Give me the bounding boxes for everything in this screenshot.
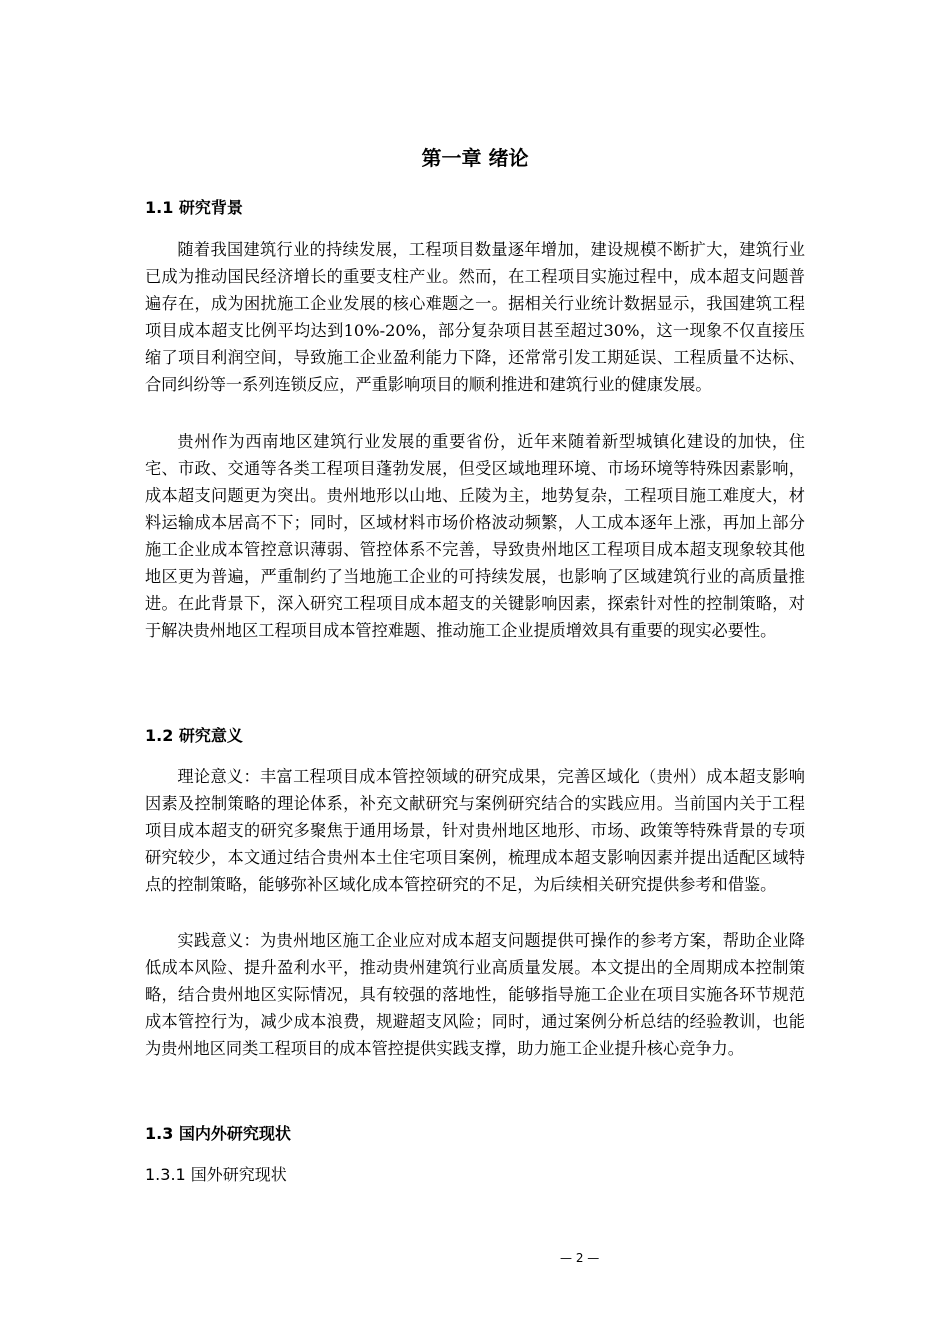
paragraph-theory-significance: 理论意义：丰富工程项目成本管控领域的研究成果，完善区域化（贵州）成本超支影响因素及控制策略的理论体系，补充文献研究与案例研究结合的实践应用。当前国内关于工程项目成本超支的研究多聚焦于通用场景，针对贵州地区地形、市场、政策等特殊背景的专项研究较少，本文通过结合贵州本土住宅项目案例，梳理成本超支影响因素并提出适配区域特点的控制策略，能够弥补区域化成本管控研究的不足，为后续相关研究提供参考和借鉴。 <box>145 767 805 894</box>
paragraph-background-1: 随着我国建筑行业的持续发展，工程项目数量逐年增加，建设规模不断扩大，建筑行业已成为推动国民经济增长的重要支柱产业。然而，在工程项目实施过程中，成本超支问题普遍存在，成为困扰施工企业发展的核心难题之一。据相关行业统计数据显示，我国建筑工程项目成本超支比例平均达到10%-20%，部分复杂项目甚至超过30%，这一现象不仅直接压缩了项目利润空间，导致施工企业盈利能力下降，还常常引发工期延误、工程质量不达标、合同纠纷等一系列连锁反应，严重影响项目的顺利推进和建筑行业的健康发展。 <box>145 240 805 394</box>
section-heading-1-2: 1.2 研究意义 <box>145 726 243 745</box>
section-heading-1-1: 1.1 研究背景 <box>145 198 243 217</box>
chapter-title: 第一章 绪论 <box>421 146 529 170</box>
page-number: — 2 — <box>560 1251 600 1265</box>
section-heading-1-3: 1.3 国内外研究现状 <box>145 1124 291 1143</box>
paragraph-practice-significance: 实践意义：为贵州地区施工企业应对成本超支问题提供可操作的参考方案，帮助企业降低成本风险、提升盈利水平，推动贵州建筑行业高质量发展。本文提出的全周期成本控制策略，结合贵州地区实际情况，具有较强的落地性，能够指导施工企业在项目实施各环节规范成本管控行为，减少成本浪费，规避超支风险；同时，通过案例分析总结的经验教训，也能为贵州地区同类工程项目的成本管控提供实践支撑，助力施工企业提升核心竞争力。 <box>145 931 805 1058</box>
subsection-heading-1-3-1: 1.3.1 国外研究现状 <box>145 1165 287 1184</box>
paragraph-background-2: 贵州作为西南地区建筑行业发展的重要省份，近年来随着新型城镇化建设的加快，住宅、市政、交通等各类工程项目蓬勃发展，但受区域地理环境、市场环境等特殊因素影响，成本超支问题更为突出。贵州地形以山地、丘陵为主，地势复杂，工程项目施工难度大，材料运输成本居高不下；同时，区域材料市场价格波动频繁，人工成本逐年上涨，再加上部分施工企业成本管控意识薄弱、管控体系不完善，导致贵州地区工程项目成本超支现象较其他地区更为普遍，严重制约了当地施工企业的可持续发展，也影响了区域建筑行业的高质量推进。在此背景下，深入研究工程项目成本超支的关键影响因素，探索针对性的控制策略，对于解决贵州地区工程项目成本管控难题、推动施工企业提质增效具有重要的现实必要性。 <box>145 432 805 640</box>
